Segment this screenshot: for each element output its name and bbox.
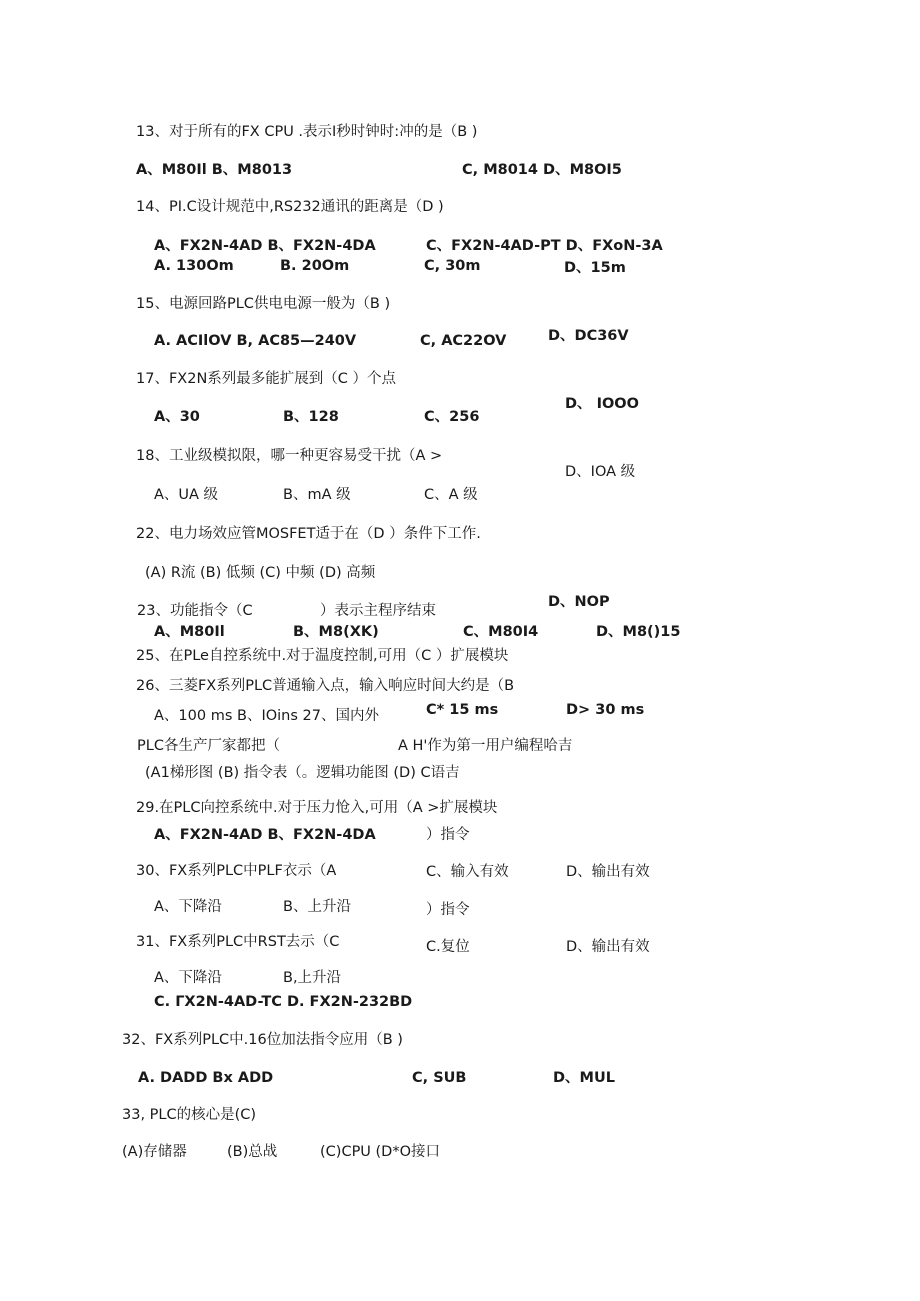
- q26-option-c: C* 15 ms: [426, 702, 499, 718]
- question-29: 29.在PLC向控系统中.对于压力怆入,可用（A >扩展模块: [136, 800, 498, 816]
- q18-option-c: C、A 级: [424, 487, 478, 503]
- q26-option-d: D> 30 ms: [566, 702, 645, 718]
- q23-option-d-nop: D、NOP: [548, 594, 610, 610]
- q33-option-a: (A)存储器: [122, 1144, 187, 1160]
- q31-extra-options: C. ΓX2N-4AD-TC D. FX2N-232BD: [154, 994, 413, 1010]
- question-27: PLC各生产厂家都把（: [137, 738, 280, 754]
- question-30: 30、FX系列PLC中PLF衣示（A: [136, 863, 337, 879]
- q18-option-b: B、mA 级: [283, 487, 351, 503]
- question-33: 33, PLC的核心是(C): [122, 1107, 257, 1123]
- q14-option-c: C, 30m: [424, 258, 481, 274]
- q32-option-d: D、MUL: [553, 1070, 615, 1086]
- q30-option-a: A、下降沿: [154, 899, 222, 915]
- q15-options-ab: A. ACIlOV B, AC85—240V: [154, 333, 357, 349]
- question-32: 32、FX系列PLC中.16位加法指令应用（B ): [122, 1032, 403, 1048]
- q27-options: (A1梯形图 (B) 指令表（。逻辑功能图 (D) C语吉: [145, 765, 460, 781]
- q18-option-a: A、UA 级: [154, 487, 219, 503]
- q31-option-c: C.复位: [426, 939, 470, 955]
- q14-option-d: D、15m: [564, 260, 626, 276]
- q13-options-cd: C, M8014 D、M8OI5: [462, 162, 622, 178]
- q29-instruction: ）指令: [426, 827, 470, 843]
- q13-options-ab: A、M80Il B、M8013: [136, 162, 293, 178]
- q31-option-b: B,上升沿: [283, 970, 342, 986]
- q30-option-c: C、输入有效: [426, 864, 509, 880]
- question-18: 18、工业级模拟限，哪一种更容易受干扰（A >: [136, 448, 443, 464]
- question-26: 26、三菱FX系列PLC普通输入点，输入响应时间大约是（B: [136, 678, 515, 694]
- q31-option-a: A、下降沿: [154, 970, 222, 986]
- q32-options-ab: A. DADD Bx ADD: [138, 1070, 274, 1086]
- q32-option-c: C, SUB: [412, 1070, 467, 1086]
- q15-option-c: C, AC22OV: [420, 333, 507, 349]
- q31-option-d: D、输出有效: [566, 939, 650, 955]
- question-23: 23、功能指令（C: [137, 603, 253, 619]
- q17-option-a: A、30: [154, 409, 200, 425]
- q30-instruction: ）指令: [426, 902, 470, 918]
- q30-option-d: D、输出有效: [566, 864, 650, 880]
- q23-option-d: D、M8()15: [596, 624, 681, 640]
- q26-options-ab: A、100 ms B、IOins 27、国内外: [154, 708, 379, 724]
- question-15: 15、电源回路PLC供电电源一般为（B ): [136, 296, 391, 312]
- question-22: 22、电力场效应管MOSFET适于在（D ）条件下工作.: [136, 526, 481, 542]
- q23-option-b: B、M8(XK): [293, 624, 379, 640]
- q14-option-a: A. 130Om: [154, 258, 234, 274]
- q17-option-b: B、128: [283, 409, 339, 425]
- question-25: 25、在PLe自控系统中.对于温度控制,可用（C ）扩展模块: [136, 648, 509, 664]
- q23-option-a: A、M80Il: [154, 624, 225, 640]
- q18-option-d: D、IOA 级: [565, 464, 636, 480]
- q29-options-ab: A、FX2N-4AD B、FX2N-4DA: [154, 827, 376, 843]
- question-31: 31、FX系列PLC中RST去示（C: [136, 934, 340, 950]
- q33-option-b: (B)总战: [227, 1144, 278, 1160]
- question-13: 13、对于所有的FX CPU .表示I秒时钟时:冲的是（B ): [136, 124, 478, 140]
- q14-options-ab: A、FX2N-4AD B、FX2N-4DA: [154, 238, 376, 254]
- question-23-tail: ）表示主程序结束: [320, 603, 436, 619]
- q22-options: (A) R流 (B) 低频 (C) 中频 (D) 高频: [145, 565, 376, 581]
- q33-options-cd: (C)CPU (D*O接口: [320, 1144, 441, 1160]
- q14-options-cd: C、FX2N-4AD-PT D、FXoN-3A: [426, 238, 663, 254]
- q15-option-d: D、DC36V: [548, 328, 629, 344]
- q14-option-b: B. 20Om: [280, 258, 350, 274]
- q30-option-b: B、上升沿: [283, 899, 351, 915]
- q23-option-c: C、M80I4: [463, 624, 539, 640]
- question-27-tail: A H'作为第一用户编程哈吉: [398, 738, 573, 754]
- q17-option-c: C、256: [424, 409, 480, 425]
- question-17: 17、FX2N系列最多能扩展到（C ）个点: [136, 371, 397, 387]
- q17-option-d: D、 IOOO: [565, 396, 639, 412]
- question-14: 14、PI.C设计规范中,RS232通讯的距离是（D ): [136, 199, 444, 215]
